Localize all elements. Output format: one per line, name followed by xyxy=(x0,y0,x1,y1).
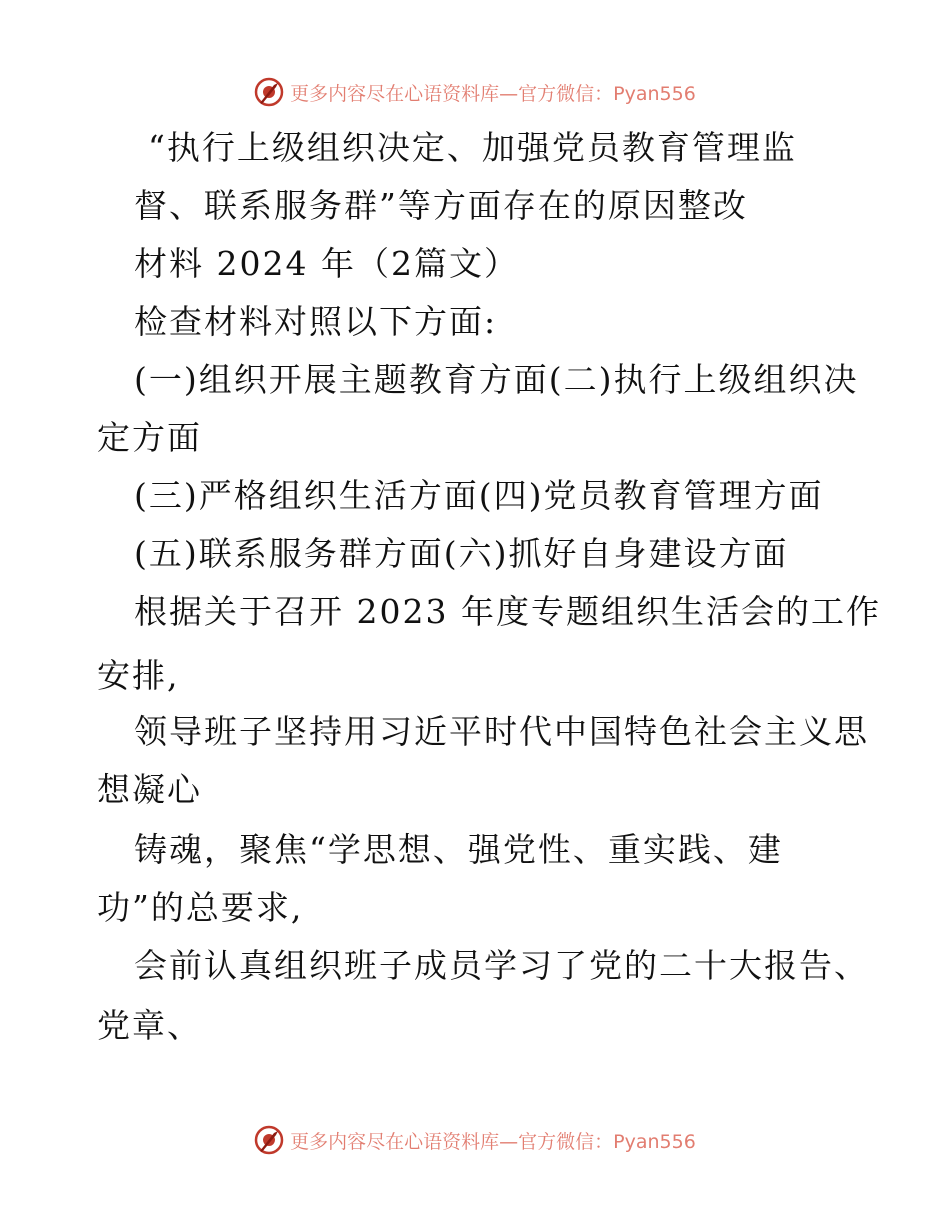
body-line-1: 检查材料对照以下方面: xyxy=(134,302,498,341)
watermark-text: 更多内容尽在心语资料库—官方微信：Pyan556 xyxy=(290,1130,696,1153)
quill-logo-icon xyxy=(254,77,284,107)
quill-logo-icon xyxy=(254,1125,284,1155)
title-line-2: 督、联系服务群”等方面存在的原因整改 xyxy=(134,186,748,225)
wechat-id: Pyan556 xyxy=(613,82,696,105)
header-watermark xyxy=(0,72,950,112)
body-line-12: 会前认真组织班子成员学习了党的二十大报告、 xyxy=(134,946,869,985)
body-line-2: (一)组织开展主题教育方面(二)执行上级组织决 xyxy=(134,360,859,399)
body-line-7: 安排, xyxy=(97,656,180,695)
body-line-13: 党章、 xyxy=(97,1006,202,1045)
title-line-3: 材料 2024 年（2篇文） xyxy=(134,244,519,283)
body-line-4: (三)严格组织生活方面(四)党员教育管理方面 xyxy=(134,476,824,515)
body-line-10: 铸魂，聚焦“学思想、强党性、重实践、建 xyxy=(134,830,783,869)
title-line-1: “执行上级组织决定、加强党员教育管理监 xyxy=(148,128,797,167)
wechat-id: Pyan556 xyxy=(613,1130,696,1153)
body-line-5: (五)联系服务群方面(六)抓好自身建设方面 xyxy=(134,534,789,573)
body-line-9: 想凝心 xyxy=(97,770,202,809)
footer-watermark xyxy=(0,1120,950,1160)
body-line-3: 定方面 xyxy=(97,418,202,457)
body-line-11: 功”的总要求, xyxy=(97,888,304,927)
body-line-6: 根据关于召开 2023 年度专题组织生活会的工作 xyxy=(134,592,881,631)
watermark-text: 更多内容尽在心语资料库—官方微信：Pyan556 xyxy=(290,82,696,105)
body-line-8: 领导班子坚持用习近平时代中国特色社会主义思 xyxy=(134,712,869,751)
